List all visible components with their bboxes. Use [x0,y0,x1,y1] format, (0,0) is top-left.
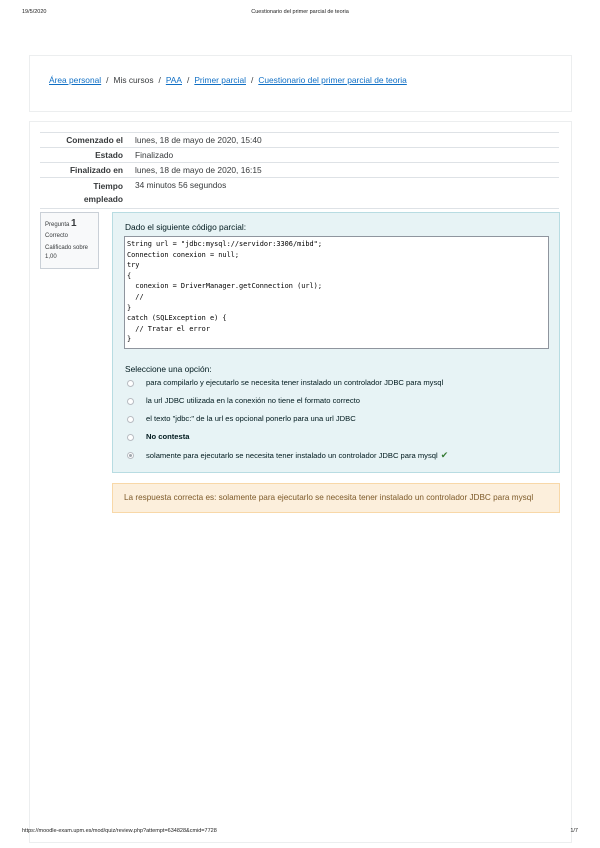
print-title: Cuestionario del primer parcial de teoria [251,9,349,15]
answer-text-no-contesta: No contesta [146,432,190,441]
time-label-line1: Tiempo [93,181,123,191]
state-label: Estado [95,150,123,160]
finished-value: lunes, 18 de mayo de 2020, 16:15 [135,165,262,175]
print-url: https://moodle-exam.upm.es/mod/quiz/review.php?attempt=634828&cmid=7728 [22,828,217,834]
answer-option[interactable] [125,377,545,395]
question-label: Pregunta [45,222,70,228]
print-footer [22,828,578,838]
breadcrumb-separator: / [186,75,190,85]
breadcrumb [49,75,407,85]
breadcrumb-mis-cursos: Mis cursos [113,75,154,85]
summary-row-time [40,178,559,209]
breadcrumb-card [29,55,572,112]
started-value: lunes, 18 de mayo de 2020, 15:40 [135,135,262,145]
time-value: 34 minutos 56 segundos [135,180,227,190]
answer-list [125,377,545,467]
breadcrumb-separator: / [106,75,109,85]
right-answer: La respuesta correcta es: solamente para ejecutarlo se necesita tener instalado un controlador JDBC para mysql [124,493,534,502]
question-state: Correcto [45,233,69,239]
grade-value: 1,00 [45,254,57,260]
answer-option-selected[interactable] [125,449,545,467]
answer-prompt: Seleccione una opción: [125,364,212,374]
radio-button[interactable] [127,434,134,441]
answer-text: solamente para ejecutarlo se necesita tener instalado un controlador JDBC para mysql [146,451,438,460]
correct-check-icon: ✔ [440,450,449,460]
breadcrumb-paa[interactable]: PAA [165,75,182,85]
time-label-line2: empleado [83,194,123,204]
summary-row-state [40,148,559,163]
finished-label: Finalizado en [69,165,123,175]
summary-row-finished [40,163,559,178]
attempt-summary-table [40,132,559,209]
radio-button[interactable] [127,416,134,423]
answer-option[interactable] [125,395,545,413]
question-formulation [112,212,560,473]
breadcrumb-area-personal[interactable]: Área personal [49,75,102,85]
answer-text: la url JDBC utilizada en la conexión no tiene el formato correcto [146,396,361,405]
breadcrumb-separator: / [158,75,161,85]
time-label [40,178,129,209]
breadcrumb-separator: / [250,75,254,85]
question-number [45,218,98,229]
question-text: Dado el siguiente código parcial: [125,222,247,232]
answer-text: para compilarlo y ejecutarlo se necesita tener instalado un controlador JDBC para mysql [146,378,444,387]
question-number-value: 1 [71,218,77,229]
breadcrumb-primer-parcial[interactable]: Primer parcial [194,75,246,85]
print-date: 19/5/2020 [22,9,47,15]
summary-row-started [40,133,559,148]
grade-label: Calificado sobre [45,245,89,251]
answer-option[interactable] [125,413,545,431]
state-value: Finalizado [135,150,174,160]
radio-button[interactable] [127,398,134,405]
radio-button-checked[interactable] [127,452,134,459]
answer-text-selected [146,450,448,461]
answer-option[interactable] [125,431,545,449]
code-block: String url = "jdbc:mysql://servidor:3306/mibd"; Connection conexion = null; try { conexion = DriverManager.getConnection (url); // } catch (SQLException e) { // Tratar el error } [124,236,549,349]
started-label: Comenzado el [66,135,123,145]
feedback-outcome [112,483,560,513]
print-page-number: 1/7 [570,828,578,834]
question-info-box [40,212,99,269]
breadcrumb-cuestionario[interactable]: Cuestionario del primer parcial de teoria [258,75,407,85]
question-grade [45,244,98,262]
print-header [22,9,578,21]
radio-button[interactable] [127,380,134,387]
answer-text: el texto "jdbc:" de la url es opcional ponerlo para una url JDBC [146,414,356,423]
